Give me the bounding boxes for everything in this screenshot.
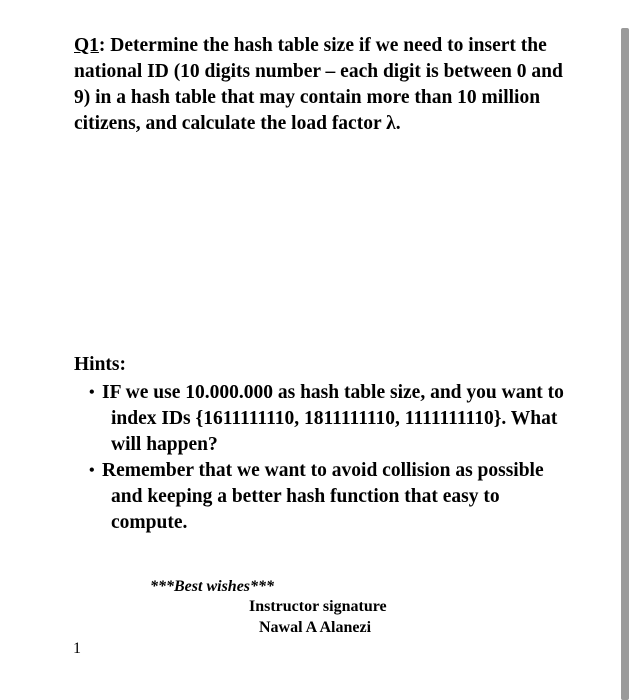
vertical-scrollbar[interactable]: [621, 28, 629, 700]
hint-item: [89, 380, 571, 458]
hint-item: [89, 458, 571, 536]
question-paragraph: [74, 33, 574, 137]
hint-text: Remember that we want to avoid collision as possible and keeping a better hash function that easy to compute.: [102, 460, 544, 533]
hints-title: Hints:: [74, 354, 127, 375]
bullet-icon: •: [89, 462, 95, 479]
signature-label: Instructor signature: [249, 598, 387, 615]
hint-text: IF we use 10.000.000 as hash table size, and you want to index IDs {1611111110, 1811111110, 1111111110}. What will happen?: [102, 382, 564, 455]
bullet-icon: •: [89, 384, 95, 401]
question-label: Q1: [74, 35, 99, 56]
question-text: : Determine the hash table size if we need to insert the national ID (10 digits number – each digit is between 0 and 9) in a hash table that may contain more than 10 million citizens, and calculate the load factor λ.: [74, 35, 563, 134]
signature-name: Nawal A Alanezi: [259, 619, 372, 636]
page-number: 1: [73, 640, 81, 657]
best-wishes: ***Best wishes***: [150, 578, 275, 595]
